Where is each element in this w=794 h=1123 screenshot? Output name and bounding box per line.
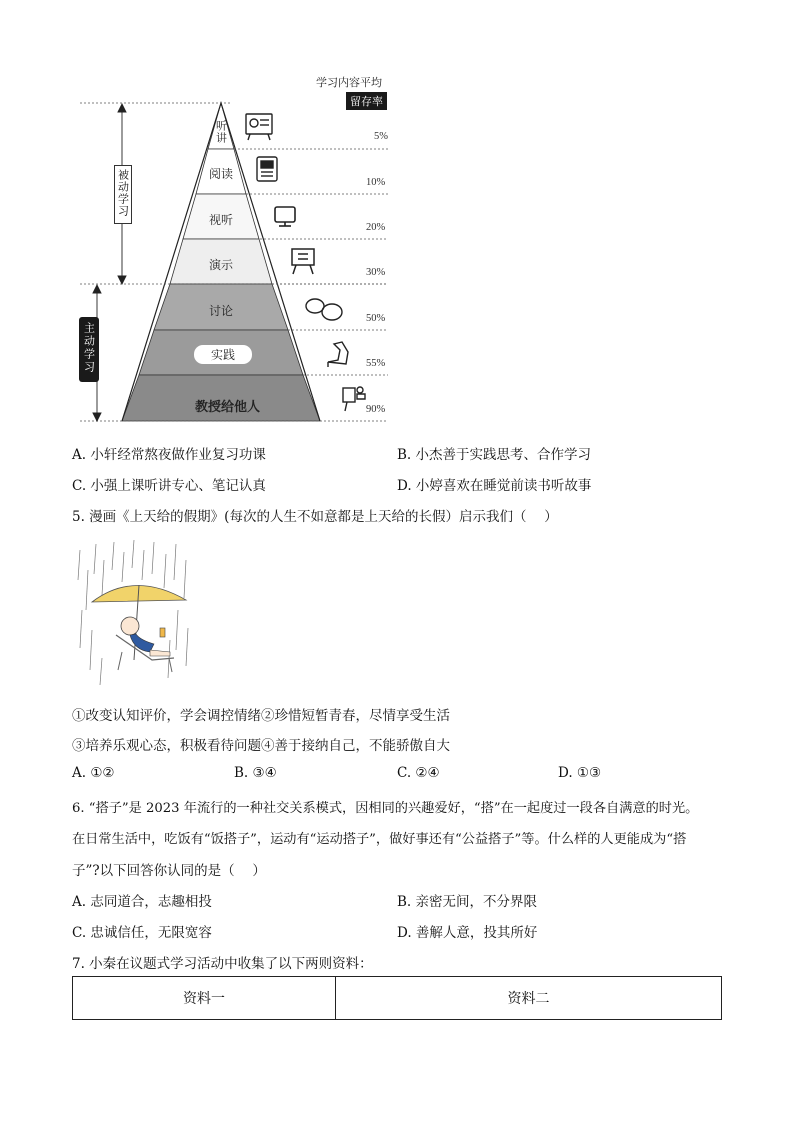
pct-discussion: 50%	[366, 313, 386, 324]
lecture-board-icon	[246, 114, 272, 140]
flexing-arm-icon	[328, 342, 348, 367]
pyramid-svg	[70, 70, 400, 426]
pyramid-header: 学习内容平均	[316, 76, 382, 89]
teacher-icon	[343, 387, 365, 411]
easel-icon	[292, 249, 314, 274]
table-row	[73, 977, 722, 1020]
level-label-teaching: 教授给他人	[195, 400, 261, 415]
q6-stem-line-2: 在日常生活中，吃饭有“饭搭子”，运动有“运动搭子”，做好事还有“公益搭子”等。什么样的人更能成为“搭	[72, 832, 687, 847]
level-label-practice: 实践	[194, 345, 252, 364]
q6-option-b: B. 亲密无间，不分界限	[397, 894, 538, 910]
q6-stem-line-1: 6. “搭子”是 2023 年流行的一种社交关系模式，因相同的兴趣爱好，“搭”在一起度过一段各自满意的时光。	[72, 801, 699, 816]
q4-option-c: C. 小强上课听讲专心、笔记认真	[72, 478, 266, 494]
q6-stem-line-3: 子”?以下回答你认同的是（ ）	[72, 863, 266, 879]
level-label-discussion: 讨论	[209, 304, 234, 318]
q7-materials-table	[72, 976, 722, 1020]
monitor-icon	[275, 207, 295, 226]
q6-option-d: D. 善解人意，投其所好	[397, 925, 538, 941]
retention-rate-badge: 留存率	[346, 92, 387, 110]
speech-bubbles-icon	[306, 299, 342, 320]
q5-item-2: ③培养乐观心态，积极看待问题④善于接纳自己，不能骄傲自大	[72, 738, 450, 754]
learning-pyramid-figure	[70, 70, 400, 426]
q6-option-a: A. 志同道合，志趣相投	[72, 894, 212, 910]
pct-demo: 30%	[366, 267, 386, 278]
q5-item-1: ①改变认知评价，学会调控情绪②珍惜短暂青春，尽情享受生活	[72, 708, 450, 724]
q5-option-a: A. ①②	[72, 765, 115, 781]
level-label-reading: 阅读	[209, 167, 234, 181]
pct-practice: 55%	[366, 358, 386, 369]
pct-audiovisual: 20%	[366, 222, 386, 233]
passive-learning-label: 被动学习	[114, 165, 132, 224]
cartoon-svg	[74, 540, 194, 685]
q4-option-b: B. 小杰善于实践思考、合作学习	[397, 447, 592, 463]
level-label-lecture: 听讲	[214, 120, 228, 144]
table-header-material-2: 资料二	[336, 977, 722, 1020]
active-learning-label: 主动学习	[79, 317, 99, 382]
table-header-material-1: 资料一	[73, 977, 336, 1020]
q5-option-c: C. ②④	[397, 765, 440, 781]
level-label-demo: 演示	[209, 258, 234, 272]
cartoon-illustration	[74, 540, 194, 685]
book-icon	[257, 157, 277, 181]
q4-option-d: D. 小婷喜欢在睡觉前读书听故事	[397, 478, 592, 494]
pct-reading: 10%	[366, 177, 386, 188]
q5-option-d: D. ①③	[558, 765, 602, 781]
pct-lecture: 5%	[374, 131, 388, 142]
level-label-audiovisual: 视听	[209, 213, 234, 227]
q6-option-c: C. 忠诚信任，无限宽容	[72, 925, 212, 941]
q5-stem: 5. 漫画《上天给的假期》(每次的人生不如意都是上天给的长假）启示我们（ ）	[72, 509, 558, 525]
pct-teaching: 90%	[366, 404, 386, 415]
q5-option-b: B. ③④	[234, 765, 277, 781]
q4-option-a: A. 小轩经常熬夜做作业复习功课	[72, 447, 266, 463]
q7-stem: 7. 小秦在议题式学习活动中收集了以下两则资料：	[72, 956, 373, 972]
